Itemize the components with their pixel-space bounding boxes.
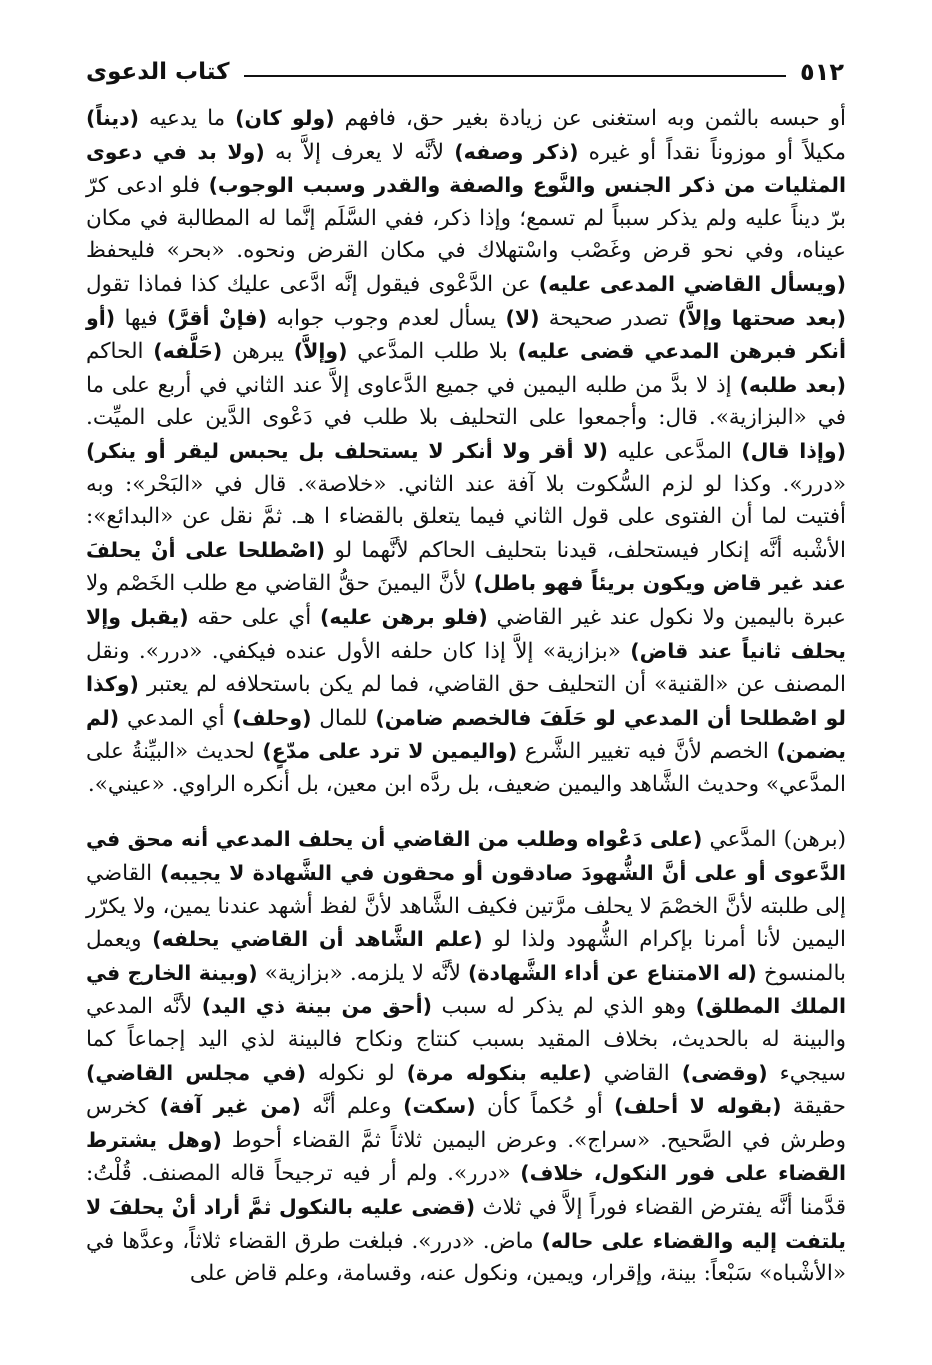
- commentary-text: عن الدَّعْوى فيقول إنَّه ادَّعى عليك كذا فماذا تقول: [86, 271, 539, 297]
- commentary-text: لحديث «البيِّنةُ على المدَّعي» وحديث الشَّاهد واليمين ضعيف، بل ردَّه ابن معين، بل أنكره الراوي. «عيني».: [86, 739, 846, 797]
- bold-matn-text: (بقوله لا أحلف): [614, 1094, 782, 1119]
- commentary-text: «بزازية» إلاَّ إذا كان حلفه الأول عنده فيكفي. «درر». ونقل المصنف عن «القنية» أن التحليف حق القاضي، فما لم يكن باستحلافه لم يعتبر: [86, 638, 846, 698]
- commentary-text: لأنَّه المدعي والبينة له بالحديث، بخلاف المقيد بسبب كنتاج ونكاح فالبينة لذي اليد إجماعاً كما سيجيء: [86, 994, 847, 1086]
- bold-matn-text: (اصْطلحا على أنْ يحلفَ عند غير قاض ويكون بريئاً فهو باطل): [86, 537, 846, 596]
- bold-matn-text: (ديناً): [86, 106, 140, 130]
- commentary-text: القاضي: [591, 1060, 682, 1086]
- bold-matn-text: (سكت): [403, 1094, 476, 1119]
- bold-matn-text: (في مجلس القاضي): [86, 1060, 307, 1085]
- bold-matn-text: (وحلف): [232, 705, 312, 730]
- bold-matn-text: (له الامتناع عن أداء الشَّهادة): [467, 960, 757, 985]
- commentary-text: بلا طلب المدَّعي: [347, 339, 518, 365]
- commentary-text: كخرس وطرش في الصَّحيح. «سراج». وعرض اليمين ثلاثاً ثمَّ القضاء أحوط: [86, 1094, 846, 1153]
- commentary-text: أي المدعي: [119, 705, 233, 731]
- commentary-text: الخصم لأنَّ فيه تغيير الشَّرع: [517, 739, 777, 765]
- header-rule: [244, 75, 787, 77]
- bold-matn-text: (واليمين لا ترد على مدّعٍ): [262, 739, 518, 764]
- commentary-text: مكيلاً أو موزوناً نقداً أو غيره: [578, 139, 847, 165]
- bold-matn-text: (ولو كان): [235, 106, 335, 130]
- commentary-text: ما يدعيه: [139, 106, 236, 131]
- bold-matn-text: (لا أقر ولا أنكر لا يستحلف بل يحبس ليقر أو ينكر): [86, 438, 608, 463]
- commentary-text: المدَّعي: [702, 827, 784, 853]
- bold-matn-text: (ولا بد في دعوى المثليات من ذكر الجنس والنَّوع والصفة والقدر وسبب الوجوب): [86, 139, 846, 198]
- commentary-text: ويعمل بالمنسوخ: [86, 927, 846, 986]
- bold-matn-text: (أحق من بينة ذي اليد): [201, 994, 433, 1019]
- bold-matn-text: (يقبل وإلا يحلف ثانياً عند قاض): [86, 604, 846, 663]
- bold-matn-text: (على دَعْواه وطلب من القاضي أن يحلف المدعي أنه محق في الدَّعوى أو على أنَّ الشُّهودَ صادقون أو محقون في الشَّهادة لا يجيبه): [86, 827, 846, 886]
- commentary-text: المدَّعى عليه: [607, 438, 742, 464]
- commentary-text: فلو ادعى كرّ برّ ديناً عليه ولم يذكر سبباً لم تسمع؛ وإذا ذكر، ففي السَّلَم إنَّما له المطالبة في مكان عيناه، وفي نحو قرض وغَصْب واسْتهلاك في مكان القرض ونحوه. «بحر» فليحفظ: [86, 173, 846, 264]
- commentary-text: يسأل لعدم وجوب جوابه: [267, 305, 506, 331]
- commentary-text: «درر». وكذا لو لزم السُّكوت بلا آفة عند الثاني. «خلاصة». قال في «البَحْر»: وبه أفتيت لما أن الفتوى على قول الثاني فيما يتعلق بالقضاء ا هـ. ثمَّ نقل عن «البدائع»: الأشْبه أنَّه إنكار فيستحلف، قيدنا بتحليف الحاكم لأنَّهما لو: [86, 471, 846, 563]
- bold-matn-text: (فلو برهن عليه): [320, 604, 488, 629]
- bold-matn-text: (لا): [505, 305, 540, 330]
- bold-matn-text: (قضى عليه بالنكول ثمَّ أراد أنْ يحلفَ لا يلتفت إليه والقضاء على حاله): [86, 1195, 846, 1253]
- commentary-text: إذ لا بدَّ من طلبه اليمين في جميع الدَّعاوى إلاَّ عند الثاني في أربع على ما في «البزازية». قال: وأجمعوا على التحليف بلا طلب في دَعْوى الدَّين على الميِّت.: [86, 372, 846, 431]
- commentary-text: لأنَّه لا يعرف إلاَّ به: [264, 139, 455, 165]
- commentary-text: أو حُكماً كأن: [475, 1094, 615, 1120]
- bold-matn-text: (حَلَّفه): [153, 339, 223, 364]
- commentary-text: حقيقة: [781, 1094, 846, 1120]
- bold-matn-text: (وإذا قال): [741, 438, 846, 463]
- bold-matn-text: (ويسأل القاضي المدعى عليه): [538, 271, 846, 296]
- bold-matn-text: (وبينة الخارج في الملك المطلق): [86, 960, 846, 1019]
- commentary-text: أي على حقه: [188, 604, 320, 630]
- commentary-text: للمال: [311, 705, 376, 731]
- commentary-text: لو نكوله: [306, 1060, 407, 1086]
- commentary-text: القاضي إلى طلبته لأنَّ الخصْمَ لا يحلف مرَّتين فكيف الشَّاهد لأنَّ لفظ أشهد عندنا يمين، ولا يكرّر اليمين لأنا أمرنا بإكرام الشُّهود ولذا لو: [86, 861, 846, 953]
- bold-matn-text: (أو أنكر فبرهن المدعي قضى عليه): [86, 305, 846, 364]
- bold-matn-text: (عليه بنكوله مرة): [406, 1060, 592, 1085]
- commentary-text: أو حبسه بالثمن وبه استغنى عن زيادة بغير حق، فافهم: [334, 106, 846, 131]
- commentary-text: ماض. «درر». فبلغت طرق القضاء ثلاثاً، وعدَّها في «الأشْباه» سَبْعاً: بينة، وإقرار، ويمين، ونكول عنه، وقسامة، وعلم قاض على: [86, 1228, 846, 1287]
- commentary-text: يبرهن: [222, 339, 294, 365]
- book-title: كتاب الدعوى: [86, 59, 230, 85]
- bold-matn-text: (ذكر وصفه): [454, 139, 579, 164]
- commentary-text: «درر». ولم أر فيه ترجيحاً قاله المصنف. قُلْتُ: قدَّمنا أنَّه يفترض القضاء فوراً إلاَّ في ثلاث: [86, 1161, 847, 1220]
- bold-matn-text: (وإلاَّ): [293, 339, 348, 364]
- commentary-text: تصدر صحيحة: [539, 305, 678, 331]
- bold-matn-text: (وكذا لو اصْطلحا أن المدعي لو حَلَفَ فالخصم ضامن): [86, 672, 846, 730]
- bold-matn-text: (بعد صحتها وإلاَّ): [677, 305, 847, 330]
- commentary-text: وعلم أنَّه: [300, 1094, 404, 1120]
- commentary-text: فيها: [115, 305, 167, 331]
- page-body: [86, 102, 846, 1291]
- bold-matn-text: (علم الشَّاهد أن القاضي يحلفه): [152, 927, 483, 952]
- paragraph-1: [86, 102, 846, 801]
- bold-matn-text: (لم يضمن): [86, 705, 846, 764]
- commentary-text: (برهن): [783, 827, 846, 853]
- commentary-text: الحاكم: [86, 339, 154, 365]
- bold-matn-text: (من غير آفة): [159, 1094, 301, 1119]
- commentary-text: لأنَّ اليمينَ حقُّ القاضي مع طلب الخَصْم ولا عبرة باليمين ولا نكول عند غير القاضي: [86, 571, 846, 630]
- bold-matn-text: (وهل يشترط القضاء على فور النكول، خلاف): [86, 1127, 847, 1186]
- bold-matn-text: (فإنْ أقرَّ): [166, 305, 268, 330]
- commentary-text: لأنَّه لا يلزمه. «بزازية»: [257, 960, 468, 986]
- bold-matn-text: (بعد طلبه): [739, 372, 846, 397]
- running-header: [86, 52, 844, 92]
- commentary-text: وهو الذي لم يذكر له سبب: [432, 994, 696, 1020]
- paragraph-2: [86, 823, 846, 1290]
- bold-matn-text: (وقضى): [681, 1060, 768, 1085]
- page-number: ٥١٢: [800, 58, 844, 86]
